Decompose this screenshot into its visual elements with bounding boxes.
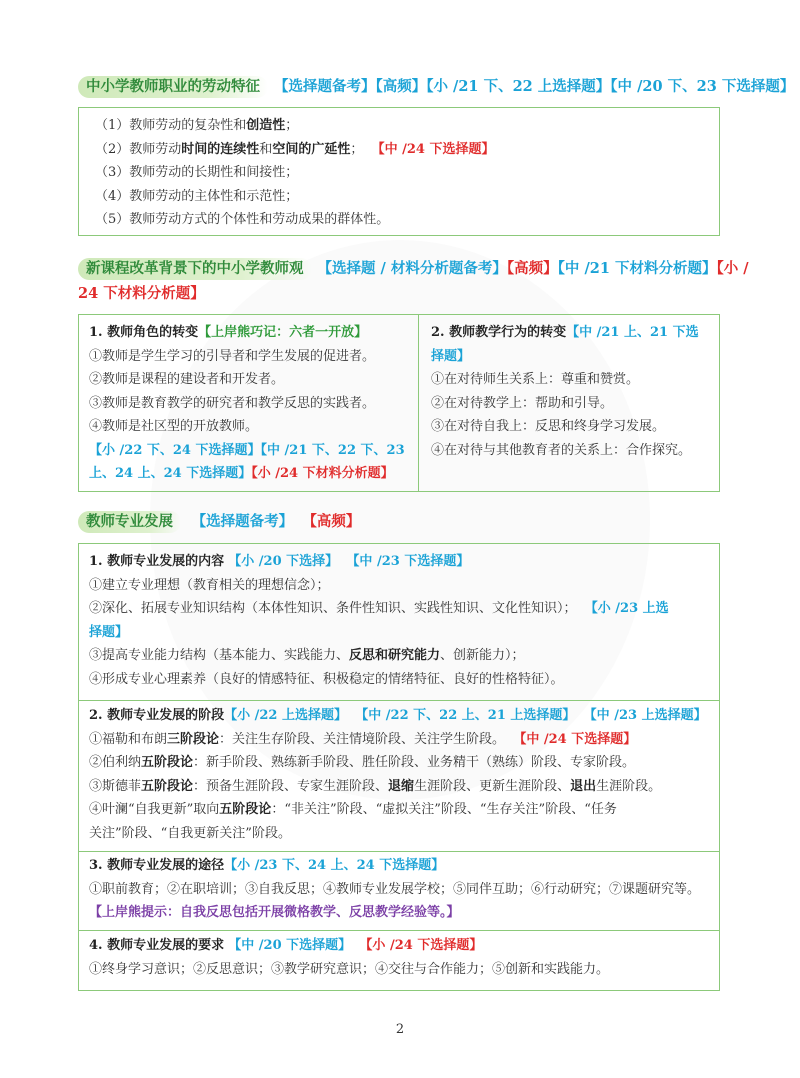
feature-4: （4）教师劳动的主体性和示范性； <box>95 188 299 204</box>
content-part <box>79 550 719 691</box>
role-tags-2: 上、24 上、24 下选择题】【小 /24 下材料分析题】 <box>89 466 394 481</box>
content-4: ④形成专业心理素养（良好的情感特征、积极稳定的情绪特征、良好的性格特征）。 <box>89 671 564 687</box>
section-3-heading: 教师专业发展 【选择题备考】 【高频】 <box>78 511 360 533</box>
stage-4: ④叶澜“自我更新”取向五阶段论：“非关注”阶段、“虚拟关注”阶段、“生存关注”阶段、“任务 <box>89 802 617 817</box>
section-1-heading <box>78 76 794 98</box>
role-2: ②教师是课程的建设者和开发者。 <box>89 372 285 387</box>
requirements-heading: 4. 教师专业发展的要求 【中 /20 下选择题】 【小 /24 下选择题】 <box>89 938 483 953</box>
stages-heading: 2. 教师专业发展的阶段【小 /22 上选择题】 【中 /22 下、22 上、21 上选择题】 【中 /23 上选择题】 <box>89 708 707 723</box>
behavior-2: ②在对待教学上：帮助和引导。 <box>431 395 614 411</box>
stage-1: ①福勒和布朗三阶段论：关注生存阶段、关注情境阶段、关注学生阶段。 【中 /24 下选择题】 <box>89 731 637 747</box>
role-1: ①教师是学生学习的引导者和学生发展的促进者。 <box>89 348 376 364</box>
section-1-tags: 【选择题备考】【高频】【小 /21 下、22 上选择题】【中 /20 下、23 下选择题】 <box>274 78 795 95</box>
role-3: ③教师是教育教学的研究者和教学反思的实践者。 <box>89 395 376 411</box>
section-3-title: 教师专业发展 <box>78 511 181 533</box>
behavior-3: ③在对待自我上：反思和终身学习发展。 <box>431 419 666 434</box>
stage-4-wrap: 关注”阶段、“自我更新关注”阶段。 <box>89 825 291 841</box>
approaches-list: ①职前教育；②在职培训；③自我反思；④教师专业发展学校；⑤同伴互助；⑥行动研究；⑦课题研究等。 <box>89 881 701 897</box>
stages-part <box>79 704 719 845</box>
role-tags-1: 【小 /22 下、24 下选择题】【中 /21 下、22 下、23 <box>89 442 405 458</box>
feature-3: （3）教师劳动的长期性和间接性； <box>95 165 299 180</box>
section-2-title: 新课程改革背景下的中小学教师观 <box>78 258 312 280</box>
divider <box>79 700 719 701</box>
teacher-role-column <box>79 315 419 491</box>
approaches-heading: 3. 教师专业发展的途径【小 /23 下、24 上、24 下选择题】 <box>89 858 445 873</box>
requirements-part <box>79 934 719 981</box>
feature-2: （2）教师劳动时间的连续性和空间的广延性； 【中 /24 下选择题】 <box>95 141 495 157</box>
section-2-heading-wrap: 24 下材料分析题】 <box>78 285 205 302</box>
content-2-wrap: 择题】 <box>89 624 129 640</box>
role-4: ④教师是社区型的开放教师。 <box>89 419 259 434</box>
behavior-1: ①在对待师生关系上：尊重和赞赏。 <box>431 372 640 387</box>
section-2-box <box>78 314 720 492</box>
content-1: ①建立专业理想（教育相关的理想信念）； <box>89 577 330 593</box>
teacher-role-heading: 1. 教师角色的转变【上岸熊巧记：六者一开放】 <box>89 325 368 340</box>
content-2: ②深化、拓展专业知识结构（本体性知识、条件性知识、实践性知识、文化性知识）； 【小 /23 上选 <box>89 601 669 616</box>
feature-5: （5）教师劳动方式的个体性和劳动成果的群体性。 <box>95 212 390 227</box>
behavior-heading-wrap: 择题】 <box>431 348 471 364</box>
section-1-box <box>78 107 720 236</box>
behavior-4: ④在对待与其他教育者的关系上：合作探究。 <box>431 442 692 458</box>
content-3: ③提高专业能力结构（基本能力、实践能力、反思和研究能力、创新能力）； <box>89 648 525 663</box>
feature-1: （1）教师劳动的复杂性和创造性； <box>95 118 299 133</box>
approaches-part <box>79 854 719 925</box>
behavior-heading: 2. 教师教学行为的转变【中 /21 上、21 下选 <box>431 325 699 340</box>
teaching-behavior-column <box>419 315 719 491</box>
section-3-box <box>78 543 720 991</box>
divider <box>79 851 719 852</box>
stage-3: ③斯德菲五阶段论：预备生涯阶段、专家生涯阶段、退缩生涯阶段、更新生涯阶段、退出生涯阶段。 <box>89 778 662 794</box>
content-heading: 1. 教师专业发展的内容 【小 /20 下选择】 【中 /23 下选择题】 <box>89 554 470 569</box>
approaches-tip: 【上岸熊提示：自我反思包括开展微格教学、反思教学经验等。】 <box>89 905 460 920</box>
requirements-list: ①终身学习意识；②反思意识；③教学研究意识；④交往与合作能力；⑤创新和实践能力。 <box>89 961 610 977</box>
page-number: 2 <box>395 1022 405 1037</box>
stage-2: ②伯利纳五阶段论：新手阶段、熟练新手阶段、胜任阶段、业务精干（熟练）阶段、专家阶段。 <box>89 755 636 770</box>
divider <box>79 930 719 931</box>
feature-2-tag: 【中 /24 下选择题】 <box>371 141 495 157</box>
section-1-title: 中小学教师职业的劳动特征 <box>78 76 268 98</box>
section-2-heading: 新课程改革背景下的中小学教师观 【选择题 / 材料分析题备考】【高频】【中 /21 下材料分析题】【小 / <box>78 258 749 280</box>
